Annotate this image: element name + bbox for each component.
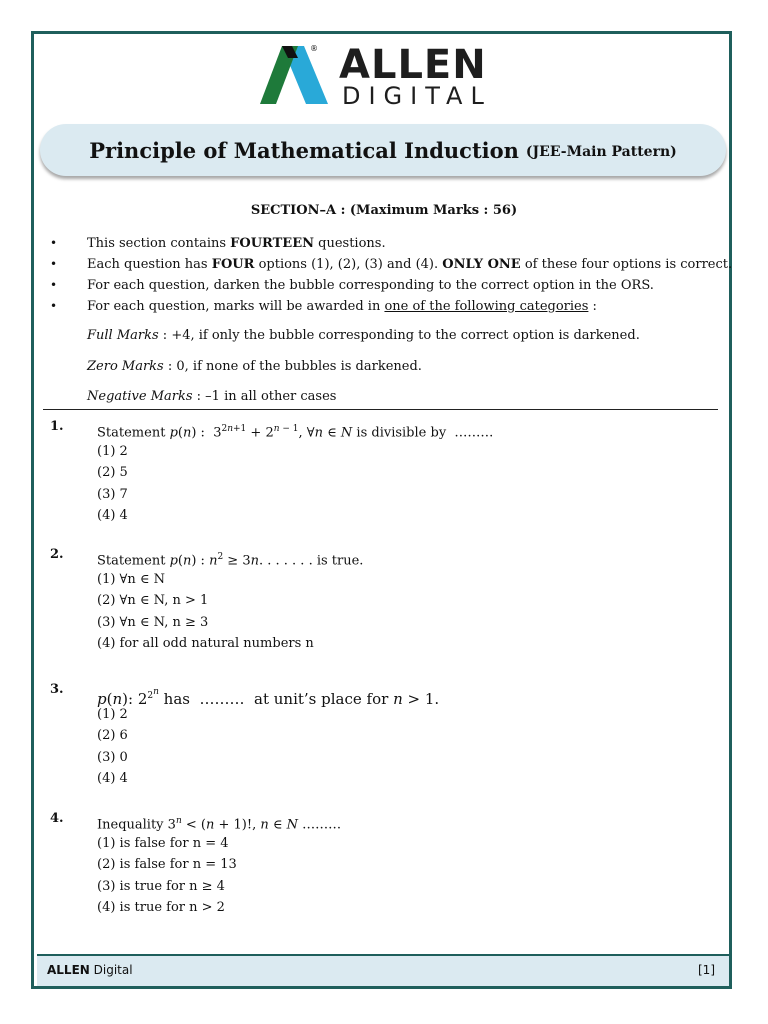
marks-text: : –1 in all other cases xyxy=(192,389,337,404)
logo-mark-icon xyxy=(258,44,330,106)
option: (3) is true for n ≥ 4 xyxy=(97,878,225,894)
option: (3) 0 xyxy=(97,749,128,765)
footer-brand xyxy=(47,963,133,977)
marks-label: Negative Marks xyxy=(87,389,193,404)
question-stem: Statement p(n) : $n^2 \ge 3n$. . . . . . . is true. xyxy=(97,552,364,569)
bullet-text: This section contains xyxy=(87,236,231,251)
bullet-text: : xyxy=(588,299,597,314)
marks-text: : +4, if only the bubble corresponding to the correct option is darkened. xyxy=(158,328,640,343)
option: (2) 6 xyxy=(97,728,128,743)
bullet-icon: • xyxy=(50,236,58,250)
section-divider xyxy=(43,409,718,410)
question-number: 4. xyxy=(50,811,64,826)
marks-label: Zero Marks xyxy=(87,359,164,374)
question-body xyxy=(97,811,341,919)
question-body xyxy=(97,547,363,655)
bullet-underline: one of the following categories xyxy=(384,299,589,314)
footer-brand-word: ALLEN xyxy=(47,963,90,977)
list-item xyxy=(50,254,733,275)
page-title: Principle of Mathematical Induction xyxy=(89,137,519,163)
option: (4) for all odd natural numbers n xyxy=(97,636,314,651)
marks-text: : 0, if none of the bubbles is darkened. xyxy=(163,359,422,374)
option: (4) is true for n > 2 xyxy=(97,900,225,915)
bullet-bold: ONLY ONE xyxy=(442,257,521,272)
question-stem: p(n): $2^{2^n}$ has ……… at unit’s place for n > 1. xyxy=(97,687,440,708)
page-footer xyxy=(37,954,729,986)
footer-brand-sub: Digital xyxy=(89,963,133,977)
bullet-bold: FOURTEEN xyxy=(230,236,314,251)
option: (1) is false for n = 4 xyxy=(97,835,229,851)
title-tag: (JEE-Main Pattern) xyxy=(525,144,677,160)
question-number: 3. xyxy=(50,682,64,697)
logo-word: ALLEN xyxy=(339,42,487,88)
bullet-bold: FOUR xyxy=(211,257,255,272)
option: (3) ∀n ∈ N, n ≥ 3 xyxy=(97,614,209,630)
option: (1) 2 xyxy=(97,443,128,459)
option: (2) 5 xyxy=(97,465,128,480)
title-banner xyxy=(40,124,726,176)
question-number: 2. xyxy=(50,547,64,562)
logo-sub: DIGITAL xyxy=(342,82,492,110)
question-number: 1. xyxy=(50,419,64,434)
instructions-list xyxy=(50,233,733,317)
question-stem: Statement p(n) : $3^{2n+1} + 2^{n - 1}$, ∀n ∈ N is divisible by ……… xyxy=(97,424,494,441)
bullet-icon: • xyxy=(50,278,58,292)
question-body xyxy=(97,682,439,790)
option: (4) 4 xyxy=(97,771,128,786)
page-number: [1] xyxy=(698,963,715,977)
bullet-text: of these four options is correct. xyxy=(520,257,733,272)
bullet-text: questions. xyxy=(314,236,386,251)
option: (3) 7 xyxy=(97,486,128,502)
bullet-icon: • xyxy=(50,257,58,271)
bullet-text: For each question, darken the bubble corresponding to the correct option in the ORS. xyxy=(87,278,654,293)
list-item xyxy=(50,233,720,254)
list-item xyxy=(50,296,720,317)
marks-label: Full Marks xyxy=(87,328,159,343)
zero-marks-line xyxy=(87,359,422,374)
question-stem: Inequality $3^n < (n + 1)$!, n ∈ N ……… xyxy=(97,816,342,833)
bullet-text: Each question has xyxy=(87,257,212,272)
option: (2) is false for n = 13 xyxy=(97,857,237,872)
option: (1) 2 xyxy=(97,706,128,722)
option: (2) ∀n ∈ N, n > 1 xyxy=(97,593,209,608)
list-item xyxy=(50,275,720,296)
registered-mark: ® xyxy=(310,44,318,53)
bullet-icon: • xyxy=(50,299,58,313)
option: (4) 4 xyxy=(97,508,128,523)
bullet-text: For each question, marks will be awarded in xyxy=(87,299,385,314)
allen-digital-logo xyxy=(258,44,518,108)
bullet-text: options (1), (2), (3) and (4). xyxy=(254,257,443,272)
section-heading: SECTION–A : (Maximum Marks : 56) xyxy=(250,203,518,218)
question-body xyxy=(97,419,493,527)
negative-marks-line xyxy=(87,389,336,404)
option: (1) ∀n ∈ N xyxy=(97,571,166,587)
full-marks-line xyxy=(87,328,640,343)
